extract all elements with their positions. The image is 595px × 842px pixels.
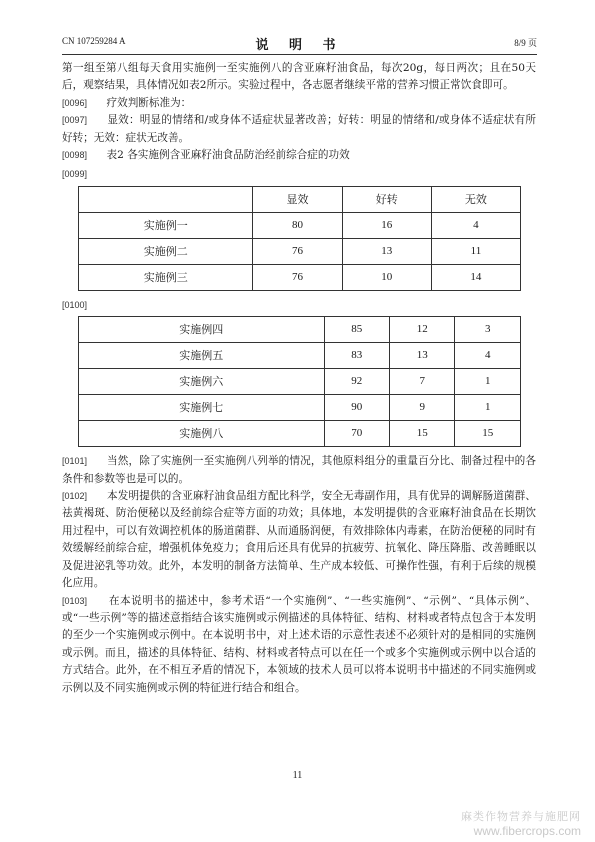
table-row-header: 实施例七 (79, 395, 325, 421)
paragraph-text: 在本说明书的描述中，参考术语“一个实施例”、“一些实施例”、“示例”、“具体示例”、或“一些示例”等的描述意指结合该实施例或示例描述的具体特征、结构、材料或者特点包含于本发明的至少一个实施例或示例中。在本说明书中，对上述术语的示意性表述不必须针对的是相同的实施例或示例。而且，描述的具体特征、结构、材料或者特点可以在任一个或多个实施例或示例中以合适的方式结合。此外，在不相互矛盾的情况下，本领域的技术人员可以将本说明书中描述的不同实施例或示例以及不同实施例或示例的特征进行结合和组合。 (62, 594, 536, 694)
table-cell: 1 (455, 395, 521, 421)
patent-number: CN 107259284 A (62, 36, 126, 46)
table-row-header: 实施例四 (79, 317, 325, 343)
table-cell: 83 (324, 343, 389, 369)
table-row (79, 395, 521, 421)
table-row (79, 212, 521, 238)
document-title: 说 明 书 (255, 38, 344, 53)
paragraph-number: [0100] (62, 299, 88, 310)
table-row-header: 实施例二 (79, 238, 253, 264)
table-cell: 15 (390, 421, 455, 447)
page-indicator: 8/9 页 (514, 38, 537, 48)
paragraph-0096 (62, 95, 536, 112)
paragraph-0098 (62, 147, 536, 164)
efficacy-table-part-2 (78, 316, 521, 447)
paragraph-text: 疗效判断标准为： (106, 96, 192, 109)
paragraph-number: [0103] (62, 595, 88, 606)
table-cell: 4 (431, 212, 520, 238)
paragraph-text: 本发明提供的含亚麻籽油食品组方配比科学，安全无毒副作用，具有优异的调解肠道菌群、祛黄褐斑、防治便秘以及经前综合症等方面的功效；具体地，本发明提供的含亚麻籽油食品在长期饮用过程中，可以有效调控机体的肠道菌群、从而通肠润便，有效排除体内毒素，在防治便秘的同时有效缓解经前综合症，增强机体免疫力；食用后还具有优异的抗疲劳、抗氧化、降压降脂、改善睡眠以及促进泌乳等功效。此外，本发明的制备方法简单、生产成本较低、可操作性强，有利于后续的规模化应用。 (62, 490, 536, 590)
table-cell: 80 (253, 212, 342, 238)
table-cell: 85 (324, 317, 389, 343)
table-header-cell: 显效 (253, 186, 342, 212)
table-cell: 76 (253, 264, 342, 290)
table-header-cell: 无效 (431, 186, 520, 212)
table-cell: 7 (390, 369, 455, 395)
table-cell: 9 (390, 395, 455, 421)
table-row (79, 317, 521, 343)
table-row (79, 421, 521, 447)
paragraph-intro: 第一组至第八组每天食用实施例一至实施例八的含亚麻籽油食品，每次20g，每日两次；且在50天后，观察结果，具体情况如表2所示。实验过程中，各志愿者继续平常的营养习惯正常饮食即可。 (62, 62, 536, 92)
table-row (79, 369, 521, 395)
table-cell: 12 (390, 317, 455, 343)
table-cell: 4 (455, 343, 521, 369)
page-number: 11 (292, 770, 303, 781)
table-cell: 11 (431, 238, 520, 264)
table-cell: 70 (324, 421, 389, 447)
table-row-header: 实施例五 (79, 343, 325, 369)
table-cell: 3 (455, 317, 521, 343)
paragraph-number: [0096] (62, 97, 88, 108)
paragraph-text: 当然，除了实施例一至实施例八列举的情况，其他原料组分的重量百分比、制备过程中的各条件和参数等也是可以的。 (62, 455, 536, 485)
document-body (62, 60, 536, 697)
table-cell: 1 (455, 369, 521, 395)
paragraph-text: 显效：明显的情绪和/或身体不适症状显著改善；好转：明显的情绪和/或身体不适症状有所好转；无效：症状无改善。 (62, 114, 536, 144)
table-row-header: 实施例八 (79, 421, 325, 447)
watermark-url: www.fibercrops.com (473, 824, 581, 838)
table-cell: 15 (455, 421, 521, 447)
table-row-header: 实施例六 (79, 369, 325, 395)
paragraph-number: [0099] (62, 169, 88, 180)
paragraph-number: [0102] (62, 491, 88, 502)
table-cell: 90 (324, 395, 389, 421)
table-header-cell: 好转 (342, 186, 431, 212)
table-row-header: 实施例三 (79, 264, 253, 290)
table-row (79, 264, 521, 290)
table-row (79, 343, 521, 369)
table-row-header: 实施例一 (79, 212, 253, 238)
page-header (62, 34, 537, 52)
table-cell: 13 (390, 343, 455, 369)
paragraph-number: [0101] (62, 456, 88, 467)
efficacy-table-part-1 (78, 186, 521, 291)
paragraph-number: [0098] (62, 150, 88, 161)
paragraph-number: [0097] (62, 115, 88, 126)
table-header-row (79, 186, 521, 212)
paragraph-0097 (62, 112, 536, 147)
table-caption: 表2 各实施例含亚麻籽油食品防治经前综合症的功效 (106, 149, 350, 162)
table-cell: 16 (342, 212, 431, 238)
header-rule (62, 54, 537, 55)
table-cell: 14 (431, 264, 520, 290)
paragraph-0101 (62, 453, 536, 488)
table-cell: 76 (253, 238, 342, 264)
paragraph-0103 (62, 593, 536, 697)
table-header-cell (79, 186, 253, 212)
paragraph-0102 (62, 488, 536, 592)
watermark (461, 808, 581, 838)
table-cell: 13 (342, 238, 431, 264)
table-cell: 10 (342, 264, 431, 290)
table-cell: 92 (324, 369, 389, 395)
table-row (79, 238, 521, 264)
watermark-name: 麻类作物营养与施肥网 (461, 810, 581, 823)
